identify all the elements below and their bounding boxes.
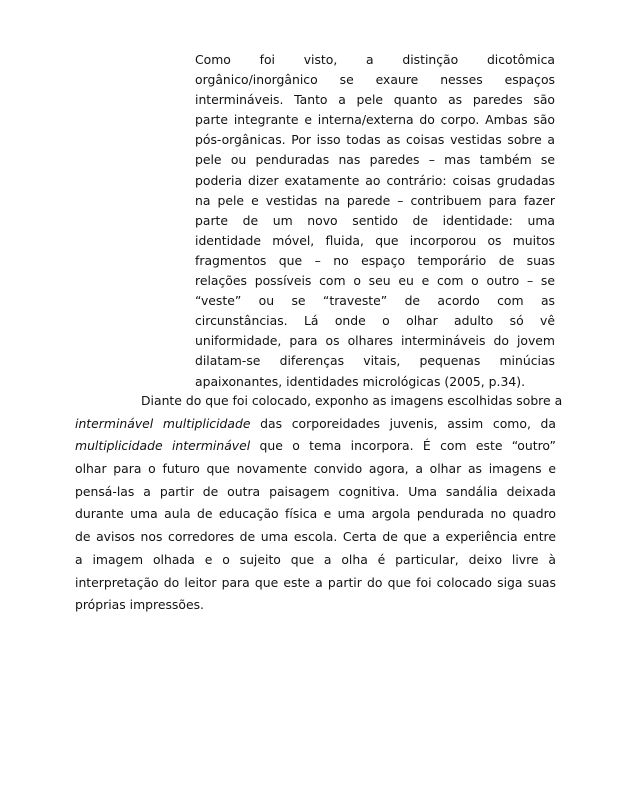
paragraph-line: Diante do que foi colocado, exponho as imagens escolhidas sobre a	[141, 393, 563, 408]
quote-line: Como foi visto, a distinção dicotômica	[195, 52, 555, 67]
paragraph-line: de avisos nos corredores de uma escola. Certa de que a experiência entre	[75, 529, 556, 545]
paragraph-line: olhar para o futuro que novamente convido agora, a olhar as imagens e	[75, 461, 556, 477]
paragraph-line	[75, 413, 556, 436]
quote-line: parte integrante e interna/externa do corpo. Ambas são	[195, 112, 555, 128]
quote-line: na pele e vestidas na parede – contribuem para fazer	[195, 192, 555, 208]
paragraph-text: das corporeidades juvenis, assim como, da	[250, 415, 556, 431]
quote-line: uniformidade, para os olhares intermináveis do jovem	[195, 333, 555, 349]
paragraph-line	[75, 435, 556, 458]
quote-line: apaixonantes, identidades micrológicas (2005, p.34).	[195, 373, 526, 389]
quote-line: parte de um novo sentido de identidade: uma	[195, 212, 555, 228]
quote-line: fragmentos que – no espaço temporário de suas	[195, 252, 555, 268]
quote-line: intermináveis. Tanto a pele quanto as paredes são	[195, 92, 555, 108]
quote-line: dilatam-se diferenças vitais, pequenas minúcias	[195, 353, 555, 369]
paragraph-text: que o tema incorpora. É com este “outro”	[250, 438, 556, 454]
quote-line: pós-orgânicas. Por isso todas as coisas vestidas sobre a	[195, 132, 555, 148]
italic-phrase: interminável multiplicidade	[75, 415, 251, 431]
paragraph-line: a imagem olhada e o sujeito que a olha é particular, deixo livre à	[75, 551, 556, 567]
quote-line: circunstâncias. Lá onde o olhar adulto só vê	[195, 313, 555, 329]
paragraph-line: próprias impressões.	[75, 597, 204, 613]
quote-line: pele ou penduradas nas paredes – mas também se	[195, 152, 555, 168]
quote-line: relações possíveis com o seu eu e com o outro – se	[195, 273, 555, 289]
body-paragraph	[75, 390, 563, 617]
paragraph-line: durante uma aula de educação física e uma argola pendurada no quadro	[75, 506, 556, 522]
paragraph-line: pensá-las a partir de outra paisagem cognitiva. Uma sandália deixada	[75, 483, 556, 499]
paragraph-line: interpretação do leitor para que este a partir do que foi colocado siga suas	[75, 574, 556, 590]
block-quote	[195, 50, 555, 392]
quote-line: “veste” ou se “traveste” de acordo com as	[195, 293, 555, 309]
quote-line: poderia dizer exatamente ao contrário: coisas grudadas	[195, 172, 555, 188]
italic-phrase: multiplicidade interminável	[75, 438, 251, 454]
quote-line: orgânico/inorgânico se exaure nesses espaços	[195, 72, 555, 88]
quote-line: identidade móvel, fluida, que incorporou os muitos	[195, 232, 555, 248]
